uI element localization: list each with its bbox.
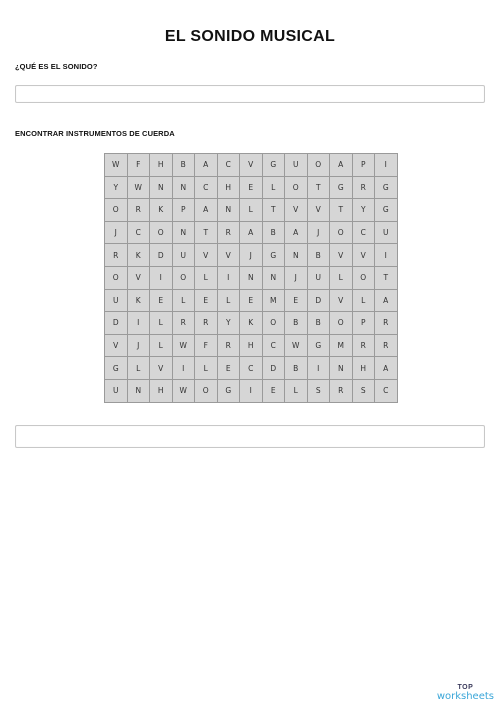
grid-cell[interactable]: A: [375, 357, 398, 380]
grid-cell[interactable]: B: [308, 312, 331, 335]
grid-cell[interactable]: B: [285, 357, 308, 380]
grid-cell[interactable]: O: [353, 267, 376, 290]
grid-cell[interactable]: G: [330, 177, 353, 200]
grid-cell[interactable]: J: [105, 222, 128, 245]
grid-cell[interactable]: N: [128, 380, 151, 403]
grid-cell[interactable]: E: [240, 290, 263, 313]
grid-cell[interactable]: U: [173, 244, 196, 267]
grid-cell[interactable]: V: [218, 244, 241, 267]
grid-cell[interactable]: P: [353, 154, 376, 177]
grid-cell[interactable]: N: [150, 177, 173, 200]
grid-cell[interactable]: L: [195, 357, 218, 380]
grid-cell[interactable]: L: [330, 267, 353, 290]
grid-cell[interactable]: O: [150, 222, 173, 245]
grid-cell[interactable]: D: [150, 244, 173, 267]
grid-cell[interactable]: O: [263, 312, 286, 335]
grid-cell[interactable]: O: [173, 267, 196, 290]
grid-cell[interactable]: C: [263, 335, 286, 358]
grid-cell[interactable]: S: [308, 380, 331, 403]
grid-cell[interactable]: R: [128, 199, 151, 222]
page-title: EL SONIDO MUSICAL: [164, 28, 336, 45]
grid-cell[interactable]: A: [195, 199, 218, 222]
grid-cell[interactable]: R: [375, 335, 398, 358]
grid-cell[interactable]: C: [195, 177, 218, 200]
grid-cell[interactable]: Y: [218, 312, 241, 335]
grid-cell[interactable]: W: [173, 380, 196, 403]
grid-cell[interactable]: K: [128, 244, 151, 267]
grid-cell[interactable]: C: [218, 154, 241, 177]
grid-cell[interactable]: O: [285, 177, 308, 200]
grid-cell[interactable]: D: [263, 357, 286, 380]
grid-cell[interactable]: G: [308, 335, 331, 358]
grid-cell[interactable]: R: [218, 335, 241, 358]
grid-cell[interactable]: V: [195, 244, 218, 267]
grid-cell[interactable]: A: [285, 222, 308, 245]
grid-cell[interactable]: V: [330, 244, 353, 267]
grid-cell[interactable]: V: [105, 335, 128, 358]
grid-cell[interactable]: I: [150, 267, 173, 290]
grid-cell[interactable]: Y: [353, 199, 376, 222]
grid-cell[interactable]: O: [330, 312, 353, 335]
grid-cell[interactable]: A: [240, 222, 263, 245]
grid-cell[interactable]: L: [218, 290, 241, 313]
grid-cell[interactable]: R: [195, 312, 218, 335]
grid-cell[interactable]: R: [218, 222, 241, 245]
grid-cell[interactable]: G: [375, 199, 398, 222]
grid-cell[interactable]: F: [128, 154, 151, 177]
grid-cell[interactable]: P: [173, 199, 196, 222]
question-label-instruments: ENCONTRAR INSTRUMENTOS DE CUERDA: [15, 129, 175, 138]
grid-cell[interactable]: H: [150, 154, 173, 177]
grid-cell[interactable]: J: [308, 222, 331, 245]
grid-cell[interactable]: L: [353, 290, 376, 313]
grid-cell[interactable]: J: [285, 267, 308, 290]
grid-cell[interactable]: G: [263, 154, 286, 177]
grid-cell[interactable]: L: [173, 290, 196, 313]
grid-cell[interactable]: M: [330, 335, 353, 358]
grid-cell[interactable]: N: [263, 267, 286, 290]
grid-cell[interactable]: H: [218, 177, 241, 200]
grid-cell[interactable]: D: [105, 312, 128, 335]
grid-cell[interactable]: J: [240, 244, 263, 267]
grid-cell[interactable]: I: [218, 267, 241, 290]
grid-cell[interactable]: C: [240, 357, 263, 380]
grid-cell[interactable]: A: [375, 290, 398, 313]
grid-cell[interactable]: B: [263, 222, 286, 245]
grid-cell[interactable]: L: [150, 312, 173, 335]
grid-cell[interactable]: C: [128, 222, 151, 245]
grid-cell[interactable]: N: [173, 177, 196, 200]
grid-cell[interactable]: I: [375, 154, 398, 177]
grid-cell[interactable]: I: [240, 380, 263, 403]
grid-cell[interactable]: L: [263, 177, 286, 200]
grid-cell[interactable]: O: [105, 267, 128, 290]
grid-cell[interactable]: W: [173, 335, 196, 358]
grid-cell[interactable]: O: [105, 199, 128, 222]
grid-cell[interactable]: I: [308, 357, 331, 380]
grid-cell[interactable]: A: [195, 154, 218, 177]
grid-cell[interactable]: R: [353, 177, 376, 200]
grid-cell[interactable]: V: [150, 357, 173, 380]
answer-input-sound[interactable]: [15, 85, 485, 103]
grid-cell[interactable]: N: [218, 199, 241, 222]
grid-cell[interactable]: E: [218, 357, 241, 380]
grid-cell[interactable]: H: [240, 335, 263, 358]
grid-cell[interactable]: G: [105, 357, 128, 380]
grid-cell[interactable]: N: [285, 244, 308, 267]
grid-cell[interactable]: V: [330, 290, 353, 313]
grid-cell[interactable]: W: [128, 177, 151, 200]
grid-cell[interactable]: H: [353, 357, 376, 380]
grid-cell[interactable]: T: [263, 199, 286, 222]
grid-cell[interactable]: P: [353, 312, 376, 335]
grid-cell[interactable]: U: [285, 154, 308, 177]
grid-cell[interactable]: O: [330, 222, 353, 245]
grid-cell[interactable]: W: [285, 335, 308, 358]
grid-cell[interactable]: G: [263, 244, 286, 267]
grid-cell[interactable]: L: [285, 380, 308, 403]
grid-cell[interactable]: I: [128, 312, 151, 335]
grid-cell[interactable]: Y: [105, 177, 128, 200]
grid-cell[interactable]: V: [285, 199, 308, 222]
word-search-grid: [104, 153, 398, 403]
grid-cell[interactable]: T: [195, 222, 218, 245]
grid-cell[interactable]: W: [105, 154, 128, 177]
grid-cell[interactable]: O: [195, 380, 218, 403]
grid-cell[interactable]: V: [353, 244, 376, 267]
grid-cell[interactable]: U: [375, 222, 398, 245]
answer-input-instruments[interactable]: [15, 425, 485, 448]
grid-cell[interactable]: K: [240, 312, 263, 335]
grid-cell[interactable]: E: [150, 290, 173, 313]
grid-cell[interactable]: L: [195, 267, 218, 290]
grid-cell[interactable]: T: [375, 267, 398, 290]
grid-cell[interactable]: R: [173, 312, 196, 335]
grid-cell[interactable]: F: [195, 335, 218, 358]
grid-cell[interactable]: R: [375, 312, 398, 335]
grid-cell[interactable]: G: [375, 177, 398, 200]
grid-cell[interactable]: V: [240, 154, 263, 177]
logo-top-text: TOP: [457, 684, 474, 691]
grid-cell[interactable]: T: [330, 199, 353, 222]
grid-cell[interactable]: V: [128, 267, 151, 290]
grid-cell[interactable]: L: [150, 335, 173, 358]
grid-cell[interactable]: T: [308, 177, 331, 200]
grid-cell[interactable]: A: [330, 154, 353, 177]
grid-cell[interactable]: G: [218, 380, 241, 403]
grid-cell[interactable]: R: [330, 380, 353, 403]
grid-cell[interactable]: R: [105, 244, 128, 267]
grid-cell[interactable]: C: [375, 380, 398, 403]
grid-cell[interactable]: R: [353, 335, 376, 358]
grid-cell[interactable]: K: [128, 290, 151, 313]
grid-cell[interactable]: O: [308, 154, 331, 177]
grid-cell[interactable]: L: [128, 357, 151, 380]
grid-cell[interactable]: N: [173, 222, 196, 245]
grid-cell[interactable]: C: [353, 222, 376, 245]
grid-cell[interactable]: H: [150, 380, 173, 403]
grid-cell[interactable]: B: [285, 312, 308, 335]
grid-cell[interactable]: N: [240, 267, 263, 290]
grid-cell[interactable]: B: [308, 244, 331, 267]
grid-cell[interactable]: V: [308, 199, 331, 222]
grid-cell[interactable]: E: [285, 290, 308, 313]
grid-cell[interactable]: B: [173, 154, 196, 177]
grid-cell[interactable]: U: [308, 267, 331, 290]
grid-cell[interactable]: J: [128, 335, 151, 358]
grid-cell[interactable]: L: [240, 199, 263, 222]
grid-cell[interactable]: E: [240, 177, 263, 200]
topworksheets-logo: [437, 684, 494, 702]
grid-cell[interactable]: U: [105, 380, 128, 403]
grid-cell[interactable]: I: [375, 244, 398, 267]
grid-cell[interactable]: E: [263, 380, 286, 403]
grid-cell[interactable]: U: [105, 290, 128, 313]
question-label-sound: ¿QUÉ ES EL SONIDO?: [15, 62, 98, 71]
grid-cell[interactable]: I: [173, 357, 196, 380]
grid-cell[interactable]: M: [263, 290, 286, 313]
grid-cell[interactable]: S: [353, 380, 376, 403]
grid-cell[interactable]: K: [150, 199, 173, 222]
logo-bottom-text: worksheets: [436, 691, 494, 702]
grid-cell[interactable]: N: [330, 357, 353, 380]
grid-cell[interactable]: D: [308, 290, 331, 313]
grid-cell[interactable]: E: [195, 290, 218, 313]
